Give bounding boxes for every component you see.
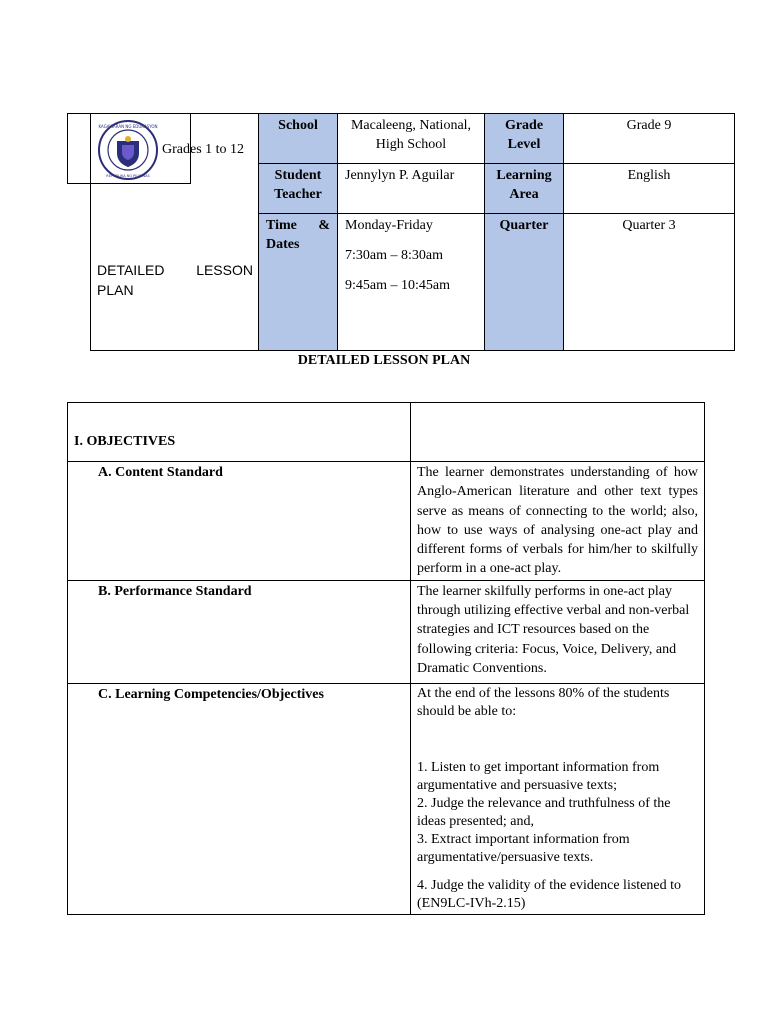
learning-area-value: English — [564, 164, 735, 214]
dlp-word-detailed: DETAILED — [97, 262, 165, 278]
content-standard-label-cell — [68, 462, 411, 581]
performance-standard-label-cell — [68, 580, 411, 683]
spacer — [417, 721, 698, 759]
dlp-word-lesson: LESSON — [196, 262, 253, 278]
quarter-label: Quarter — [485, 214, 564, 351]
school-label: School — [259, 114, 338, 164]
time-label-amp: & — [318, 218, 330, 233]
time-dates-value — [338, 214, 485, 351]
time-slot-2: 9:45am – 10:45am — [345, 278, 450, 293]
objectives-heading-blank — [411, 403, 705, 462]
competency-item: 4. Judge the validity of the evidence listened to (EN9LC-IVh-2.15) — [417, 878, 681, 912]
svg-text:REPUBLIKA NG PILIPINAS: REPUBLIKA NG PILIPINAS — [106, 174, 150, 178]
competency-item: 2. Judge the relevance and truthfulness of the ideas presented; and, — [417, 796, 671, 830]
student-teacher-label: Student Teacher — [259, 164, 338, 214]
dlp-word-plan: PLAN — [97, 282, 134, 298]
competencies-cell — [411, 684, 705, 915]
learning-area-label: Learning Area — [485, 164, 564, 214]
content-standard-label: A. Content Standard — [98, 465, 223, 480]
grade-level-value: Grade 9 — [564, 114, 735, 164]
student-teacher-value: Jennylyn P. Aguilar — [338, 164, 485, 214]
grade-level-label: Grade Level — [485, 114, 564, 164]
deped-seal-icon — [95, 119, 161, 181]
time-days: Monday-Friday — [345, 218, 433, 233]
objectives-heading: I. OBJECTIVES — [68, 403, 411, 462]
competencies-label-cell — [68, 684, 411, 915]
grades-label: Grades 1 to 12 — [162, 142, 245, 157]
svg-text:KAGAWARAN NG EDUKASYON: KAGAWARAN NG EDUKASYON — [98, 124, 158, 129]
quarter-value: Quarter 3 — [564, 214, 735, 351]
dates-label-word: Dates — [266, 237, 300, 252]
time-dates-label — [259, 214, 338, 351]
competencies-intro: At the end of the lessons 80% of the students should be able to: — [417, 686, 670, 720]
time-slot-1: 7:30am – 8:30am — [345, 248, 443, 263]
competency-item: 1. Listen to get important information from argumentative and persuasive texts; — [417, 760, 660, 794]
performance-standard-text: The learner skilfully performs in one-act play through utilizing effective verbal and non-verbal strategies and ICT resources based on the following criteria: Focus, Voice, Delivery, and Dramatic Conventions. — [411, 580, 705, 683]
content-standard-text: The learner demonstrates understanding of how Anglo-American literature and other text types serve as means of connecting to the world; also, how to use ways of analysing one-act play and different forms of verbals for him/her to skilfully perform in a one-act play. — [411, 462, 705, 581]
competencies-label: C. Learning Competencies/Objectives — [98, 687, 324, 703]
page-title: DETAILED LESSON PLAN — [297, 353, 471, 368]
objectives-table — [67, 402, 705, 915]
performance-standard-label: B. Performance Standard — [98, 583, 252, 599]
detailed-lesson-plan-label — [97, 260, 253, 300]
competency-item: 3. Extract important information from argumentative/persuasive texts. — [417, 832, 630, 866]
school-value: Macaleeng, National, High School — [338, 114, 485, 164]
time-label-word: Time — [266, 218, 297, 233]
